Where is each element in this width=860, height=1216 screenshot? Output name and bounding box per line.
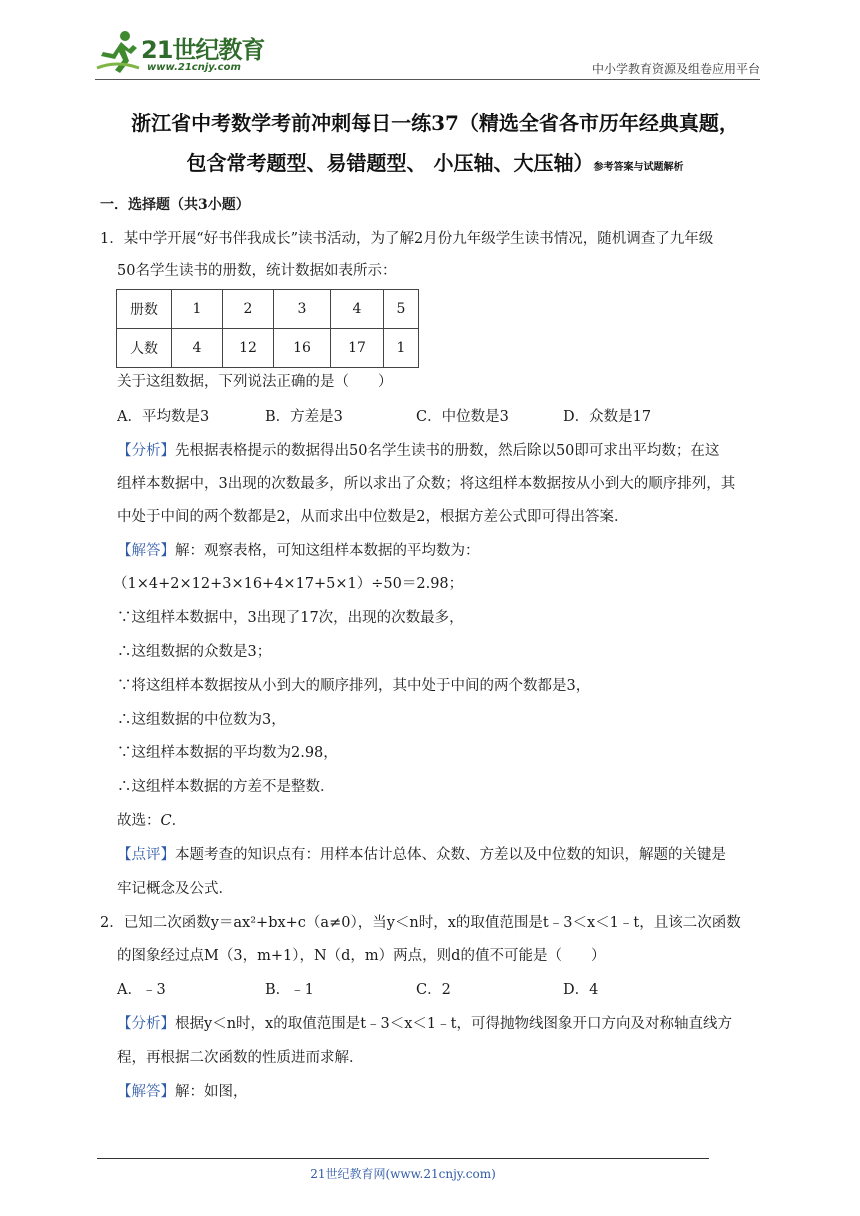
page-header — [95, 28, 760, 80]
document-title-line1: 浙江省中考数学考前冲刺每日一练37（精选全省各市历年经典真题， — [131, 111, 739, 135]
answer-tag: 【解答】 — [117, 543, 175, 559]
q2-option-b: B．﹣1 — [265, 982, 314, 998]
table-cell: 4 — [172, 329, 223, 368]
table-row — [117, 290, 419, 329]
logo-name: 21世纪教育 — [141, 36, 265, 64]
analysis-text: 根据y＜n时，x的取值范围是t﹣3＜x＜1﹣t，可得抛物线图象开口方向及对称轴直线方 — [175, 1016, 732, 1032]
table-cell: 2 — [223, 290, 274, 329]
q2-stem-line2: 的图象经过点M（3，m+1），N（d，m）两点，则d的值不可能是（ ） — [117, 948, 606, 964]
q1-answer-line1: （1×4+2×12+3×16+4×17+5×1）÷50＝2.98； — [113, 576, 464, 592]
document-title-line2 — [95, 148, 775, 183]
q1-answer-line5: ∴这组数据的中位数为3， — [117, 712, 286, 728]
q2-option-c: C．2 — [416, 982, 451, 998]
choice-suffix: ． — [171, 813, 187, 829]
table-cell: 1 — [172, 290, 223, 329]
logo — [95, 28, 265, 78]
table-cell: 17 — [331, 329, 384, 368]
table-cell: 5 — [384, 290, 419, 329]
table-cell: 12 — [223, 329, 274, 368]
q2-option-d: D．4 — [563, 982, 599, 998]
q1-comment-line2: 牢记概念及公式． — [117, 881, 233, 897]
q1-answer-line4: ∵将这组样本数据按从小到大的顺序排列，其中处于中间的两个数都是3， — [117, 678, 591, 694]
analysis-tag: 【分析】 — [117, 443, 175, 459]
q1-analysis-line2: 组样本数据中，3出现的次数最多，所以求出了众数；将这组样本数据按从小到大的顺序排列，其 — [117, 476, 736, 492]
footer-divider — [97, 1158, 709, 1159]
choice-letter: C — [160, 813, 172, 829]
q1-answer-line3: ∴这组数据的众数是3； — [117, 644, 272, 660]
analysis-tag: 【分析】 — [117, 1016, 175, 1032]
q1-answer-line6: ∵这组样本数据的平均数为2.98， — [117, 745, 338, 761]
q1-choice — [117, 811, 186, 831]
analysis-text: 先根据表格提示的数据得出50名学生读书的册数，然后除以50即可求出平均数；在这 — [175, 443, 720, 459]
table-cell: 4 — [331, 290, 384, 329]
document-subtitle: 参考答案与试题解析 — [593, 162, 684, 173]
document-title-main: 包含常考题型、易错题型、 小压轴、大压轴） — [186, 151, 594, 175]
answer-tag: 【解答】 — [117, 1084, 175, 1100]
table-cell: 16 — [274, 329, 331, 368]
logo-url: www.21cnjy.com — [147, 62, 241, 73]
q2-stem-line1: 2．已知二次函数y＝ax²+bx+c（a≠0），当y＜n时，x的取值范围是t﹣3＜x＜1﹣t，且该二次函数 — [100, 915, 741, 931]
q2-analysis-line1 — [117, 1014, 732, 1034]
answer-text: 解：如图， — [175, 1084, 248, 1100]
q1-option-a: A．平均数是3 — [117, 409, 210, 425]
q1-option-d: D．众数是17 — [563, 409, 652, 425]
q1-comment-line1 — [117, 845, 726, 865]
q1-analysis-line3: 中处于中间的两个数都是2，从而求出中位数是2，根据方差公式即可得出答案． — [117, 509, 629, 525]
runner-logo-icon — [95, 28, 141, 76]
q1-option-b: B．方差是3 — [265, 409, 343, 425]
q1-analysis-line1 — [117, 441, 719, 461]
footer-link[interactable]: 21世纪教育网(www.21cnjy.com) — [310, 1167, 496, 1181]
q2-answer-lead — [117, 1082, 248, 1102]
q1-option-c: C．中位数是3 — [416, 409, 509, 425]
choice-prefix: 故选： — [117, 813, 161, 829]
table-cell: 3 — [274, 290, 331, 329]
q1-stem-line1: 1．某中学开展“好书伴我成长”读书活动，为了解2月份九年级学生读书情况，随机调查了九年级 — [100, 231, 714, 247]
answer-text: 解：观察表格，可知这组样本数据的平均数为： — [175, 543, 480, 559]
q1-answer-line2: ∵这组样本数据中，3出现了17次，出现的次数最多， — [117, 610, 464, 626]
q1-answer-line7: ∴这组样本数据的方差不是整数． — [117, 779, 335, 795]
table-row — [117, 329, 419, 368]
q1-question: 关于这组数据，下列说法正确的是（ ） — [117, 374, 393, 390]
header-divider — [95, 79, 760, 80]
table-cell: 册数 — [117, 290, 172, 329]
comment-tag: 【点评】 — [117, 847, 175, 863]
q1-stem-line2: 50名学生读书的册数，统计数据如表所示： — [117, 263, 397, 279]
section-heading: 一．选择题（共3小题） — [100, 197, 250, 213]
q2-analysis-line2: 程，再根据二次函数的性质进而求解． — [117, 1050, 364, 1066]
table-cell: 人数 — [117, 329, 172, 368]
q1-data-table — [116, 289, 419, 368]
q1-answer-lead — [117, 541, 480, 561]
table-cell: 1 — [384, 329, 419, 368]
comment-text: 本题考查的知识点有：用样本估计总体、众数、方差以及中位数的知识，解题的关键是 — [175, 847, 726, 863]
platform-name: 中小学教育资源及组卷应用平台 — [591, 62, 760, 76]
q2-option-a: A．﹣3 — [117, 982, 166, 998]
